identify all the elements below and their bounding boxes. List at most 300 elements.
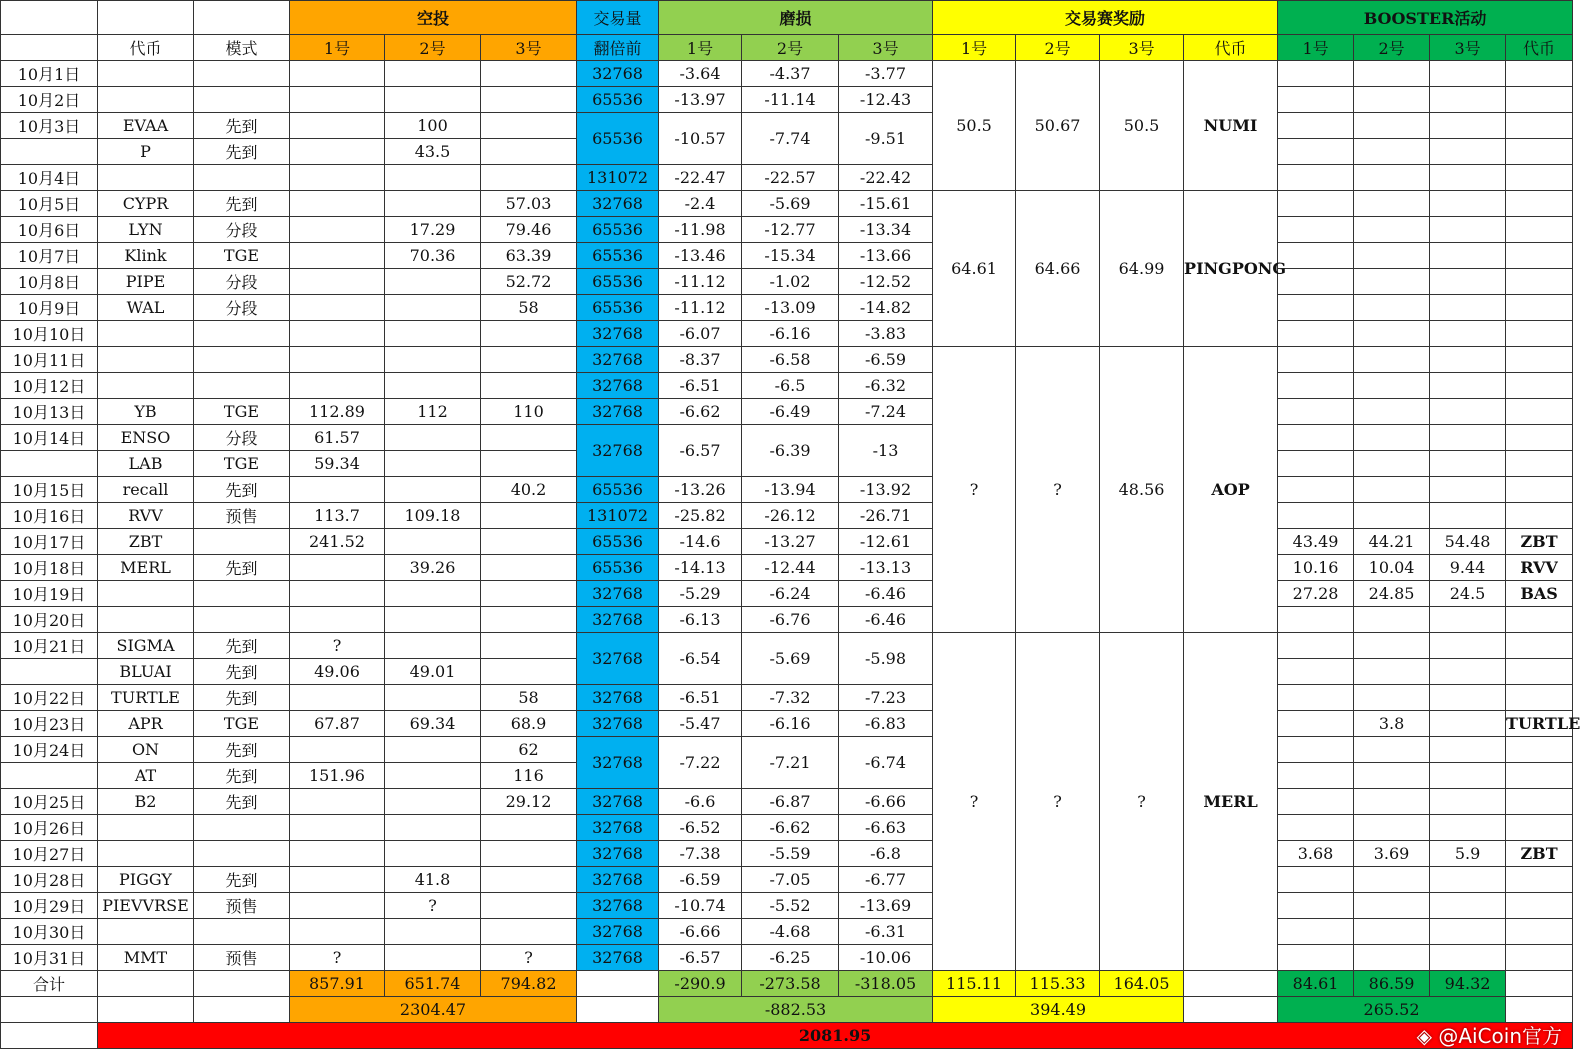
booster-coin-cell[interactable]: ZBT [1506, 841, 1573, 867]
date-cell[interactable]: 10月31日 [1, 945, 98, 971]
wear-acc1-cell[interactable]: -2.4 [659, 191, 742, 217]
booster-acc2-cell[interactable] [1354, 685, 1430, 711]
contest-acc1-cell[interactable]: ? [933, 347, 1016, 633]
airdrop-acc2-cell[interactable] [385, 737, 481, 763]
booster-coin-cell[interactable]: ZBT [1506, 529, 1573, 555]
booster-acc2-cell[interactable] [1354, 269, 1430, 295]
coin-cell[interactable]: ENSO [98, 425, 194, 451]
mode-cell[interactable] [194, 87, 290, 113]
airdrop-acc2-cell[interactable] [385, 529, 481, 555]
mode-cell[interactable]: 先到 [194, 867, 290, 893]
airdrop-acc1-cell[interactable]: 112.89 [290, 399, 385, 425]
booster-coin-cell[interactable] [1506, 165, 1573, 191]
booster-acc1-cell[interactable] [1278, 87, 1354, 113]
booster-coin-cell[interactable] [1506, 373, 1573, 399]
booster-acc2-cell[interactable] [1354, 347, 1430, 373]
blank-cell[interactable] [98, 997, 194, 1023]
airdrop-acc2-cell[interactable] [385, 61, 481, 87]
mode-cell[interactable] [194, 61, 290, 87]
mode-cell[interactable]: TGE [194, 451, 290, 477]
coin-cell[interactable] [98, 87, 194, 113]
booster-coin-cell[interactable] [1506, 61, 1573, 87]
booster-acc3-cell[interactable] [1430, 165, 1506, 191]
volume-cell[interactable]: 32768 [577, 607, 659, 633]
booster-acc3-cell[interactable] [1430, 503, 1506, 529]
coin-cell[interactable]: APR [98, 711, 194, 737]
date-cell[interactable]: 10月25日 [1, 789, 98, 815]
booster-coin-cell[interactable] [1506, 295, 1573, 321]
airdrop-acc3-cell[interactable]: ? [481, 945, 577, 971]
airdrop-acc2-cell[interactable] [385, 269, 481, 295]
airdrop-acc2-cell[interactable] [385, 919, 481, 945]
booster-acc2-cell[interactable] [1354, 113, 1430, 139]
mode-cell[interactable]: 分段 [194, 217, 290, 243]
coin-cell[interactable]: YB [98, 399, 194, 425]
mode-cell[interactable] [194, 321, 290, 347]
volume-cell[interactable]: 32768 [577, 737, 659, 789]
booster-acc3-cell[interactable] [1430, 763, 1506, 789]
coin-cell[interactable]: RVV [98, 503, 194, 529]
wear-acc3-cell[interactable]: -6.46 [839, 581, 933, 607]
wear-acc2-cell[interactable]: -6.5 [742, 373, 839, 399]
wear-acc1-cell[interactable]: -6.52 [659, 815, 742, 841]
booster-acc1-cell[interactable] [1278, 607, 1354, 633]
booster-acc3-cell[interactable] [1430, 87, 1506, 113]
airdrop-acc1-cell[interactable]: ? [290, 633, 385, 659]
booster-acc1-cell[interactable] [1278, 191, 1354, 217]
coin-cell[interactable]: BLUAI [98, 659, 194, 685]
airdrop-acc1-cell[interactable] [290, 61, 385, 87]
booster-acc3-cell[interactable] [1430, 425, 1506, 451]
booster-acc3-cell[interactable] [1430, 685, 1506, 711]
date-cell[interactable]: 10月24日 [1, 737, 98, 763]
airdrop-acc3-cell[interactable] [481, 425, 577, 451]
airdrop-acc2-cell[interactable] [385, 191, 481, 217]
airdrop-acc3-cell[interactable] [481, 581, 577, 607]
booster-acc3-cell[interactable] [1430, 373, 1506, 399]
airdrop-acc3-cell[interactable] [481, 893, 577, 919]
booster-coin-cell[interactable] [1506, 633, 1573, 659]
volume-cell[interactable]: 32768 [577, 191, 659, 217]
booster-sum[interactable]: 265.52 [1278, 997, 1506, 1023]
wear-acc3-cell[interactable]: -22.42 [839, 165, 933, 191]
booster-coin-cell[interactable] [1506, 893, 1573, 919]
booster-acc2-cell[interactable] [1354, 451, 1430, 477]
airdrop-acc1-cell[interactable]: 49.06 [290, 659, 385, 685]
volume-header[interactable]: 交易量 [577, 1, 659, 35]
date-cell[interactable]: 10月26日 [1, 815, 98, 841]
wear-acc1-cell[interactable]: -8.37 [659, 347, 742, 373]
booster-acc1-cell[interactable] [1278, 217, 1354, 243]
wear-acc1-cell[interactable]: -14.6 [659, 529, 742, 555]
airdrop-acc1-cell[interactable] [290, 893, 385, 919]
coin-cell[interactable]: PIGGY [98, 867, 194, 893]
wear-acc3-cell[interactable]: -13.13 [839, 555, 933, 581]
blank-cell[interactable] [577, 997, 659, 1023]
airdrop-acc3-cell[interactable]: 40.2 [481, 477, 577, 503]
total-contest-acc1[interactable]: 115.11 [933, 971, 1016, 997]
blank-cell[interactable] [1, 1023, 98, 1049]
volume-cell[interactable]: 32768 [577, 425, 659, 477]
wear-acc1-cell[interactable]: -22.47 [659, 165, 742, 191]
airdrop-acc1-cell[interactable]: 67.87 [290, 711, 385, 737]
date-cell[interactable]: 10月11日 [1, 347, 98, 373]
volume-cell[interactable]: 32768 [577, 399, 659, 425]
wear-acc3-cell[interactable]: -12.43 [839, 87, 933, 113]
airdrop-acc3-cell[interactable]: 58 [481, 295, 577, 321]
volume-cell[interactable]: 32768 [577, 789, 659, 815]
airdrop-acc2-cell[interactable] [385, 87, 481, 113]
booster-coin-cell[interactable] [1506, 399, 1573, 425]
wear-acc3-cell[interactable]: -3.77 [839, 61, 933, 87]
mode-cell[interactable]: 先到 [194, 659, 290, 685]
date-cell[interactable]: 10月23日 [1, 711, 98, 737]
date-cell[interactable]: 10月29日 [1, 893, 98, 919]
booster-coin-cell[interactable] [1506, 451, 1573, 477]
wear-acc3-cell[interactable]: -6.32 [839, 373, 933, 399]
booster-coin-cell[interactable] [1506, 815, 1573, 841]
wear-acc1-cell[interactable]: -3.64 [659, 61, 742, 87]
mode-cell[interactable]: 先到 [194, 789, 290, 815]
total-booster-acc1[interactable]: 84.61 [1278, 971, 1354, 997]
wear-acc1-cell[interactable]: -6.66 [659, 919, 742, 945]
airdrop-sum[interactable]: 2304.47 [290, 997, 577, 1023]
volume-cell[interactable]: 32768 [577, 61, 659, 87]
airdrop-acc3-cell[interactable] [481, 321, 577, 347]
airdrop-acc2-cell[interactable] [385, 633, 481, 659]
booster-header[interactable]: BOOSTER活动 [1278, 1, 1573, 35]
total-airdrop-acc3[interactable]: 794.82 [481, 971, 577, 997]
coin-cell[interactable]: MMT [98, 945, 194, 971]
airdrop-acc3-cell[interactable] [481, 841, 577, 867]
booster-coin-cell[interactable]: BAS [1506, 581, 1573, 607]
booster-acc3-cell[interactable] [1430, 295, 1506, 321]
booster-acc2-cell[interactable]: 10.04 [1354, 555, 1430, 581]
volume-cell[interactable]: 65536 [577, 113, 659, 165]
wear-acc3-cell[interactable]: -6.8 [839, 841, 933, 867]
wear-acc3-cell[interactable]: -12.61 [839, 529, 933, 555]
airdrop-acc3-cell[interactable] [481, 503, 577, 529]
airdrop-acc2-cell[interactable]: 112 [385, 399, 481, 425]
contest-acc3-cell[interactable]: 64.99 [1100, 191, 1184, 347]
airdrop-acc1-cell[interactable] [290, 165, 385, 191]
airdrop-acc1-cell[interactable] [290, 217, 385, 243]
airdrop-acc3-cell[interactable] [481, 529, 577, 555]
mode-cell[interactable] [194, 815, 290, 841]
airdrop-acc3-cell[interactable]: 52.72 [481, 269, 577, 295]
mode-cell[interactable] [194, 607, 290, 633]
booster-coin-cell[interactable] [1506, 425, 1573, 451]
airdrop-acc3-cell[interactable] [481, 347, 577, 373]
booster-acc2-cell[interactable] [1354, 295, 1430, 321]
coin-cell[interactable]: ON [98, 737, 194, 763]
wear-acc1-cell[interactable]: -10.57 [659, 113, 742, 165]
booster-acc2-cell[interactable] [1354, 763, 1430, 789]
airdrop-acc2-cell[interactable]: 109.18 [385, 503, 481, 529]
booster-coin-cell[interactable] [1506, 321, 1573, 347]
booster-coin-cell[interactable] [1506, 945, 1573, 971]
wear-acc2-cell[interactable]: -11.14 [742, 87, 839, 113]
booster-acc1-cell[interactable] [1278, 243, 1354, 269]
total-booster-blank[interactable] [1506, 971, 1573, 997]
coin-cell[interactable] [98, 815, 194, 841]
wear-acc1-cell[interactable]: -6.51 [659, 373, 742, 399]
booster-acc1-cell[interactable] [1278, 737, 1354, 763]
wear-acc2-cell[interactable]: -6.16 [742, 321, 839, 347]
booster-acc3-cell[interactable] [1430, 867, 1506, 893]
date-cell[interactable]: 10月9日 [1, 295, 98, 321]
coin-cell[interactable]: LAB [98, 451, 194, 477]
date-cell[interactable]: 10月2日 [1, 87, 98, 113]
wear-acc1-cell[interactable]: -5.47 [659, 711, 742, 737]
contest-acc2-cell[interactable]: ? [1016, 633, 1100, 971]
wear-acc2-cell[interactable]: -6.87 [742, 789, 839, 815]
date-cell[interactable] [1, 451, 98, 477]
booster-acc3-cell[interactable] [1430, 893, 1506, 919]
airdrop-acc1-cell[interactable] [290, 581, 385, 607]
wear-acc2-cell[interactable]: -1.02 [742, 269, 839, 295]
booster-acc1-cell[interactable] [1278, 659, 1354, 685]
booster-coin-cell[interactable] [1506, 191, 1573, 217]
wear-acc2-cell[interactable]: -7.21 [742, 737, 839, 789]
total-wear-acc3[interactable]: -318.05 [839, 971, 933, 997]
date-cell[interactable]: 10月17日 [1, 529, 98, 555]
wear-acc3-cell[interactable]: -7.24 [839, 399, 933, 425]
airdrop-acc2-cell[interactable] [385, 815, 481, 841]
airdrop-acc1-cell[interactable] [290, 373, 385, 399]
booster-acc2-cell[interactable] [1354, 867, 1430, 893]
total-airdrop-acc2[interactable]: 651.74 [385, 971, 481, 997]
date-cell[interactable]: 10月16日 [1, 503, 98, 529]
booster-acc3-cell[interactable]: 5.9 [1430, 841, 1506, 867]
airdrop-header[interactable]: 空投 [290, 1, 577, 35]
airdrop-acc2-cell[interactable]: 41.8 [385, 867, 481, 893]
booster-acc2-cell[interactable] [1354, 789, 1430, 815]
airdrop-acc3-cell[interactable] [481, 87, 577, 113]
volume-cell[interactable]: 131072 [577, 165, 659, 191]
wear-acc1-cell[interactable]: -11.98 [659, 217, 742, 243]
airdrop-acc3-cell[interactable]: 62 [481, 737, 577, 763]
mode-cell[interactable]: TGE [194, 711, 290, 737]
airdrop-acc2-cell[interactable] [385, 373, 481, 399]
airdrop-acc3-cell[interactable] [481, 555, 577, 581]
volume-cell[interactable]: 32768 [577, 347, 659, 373]
date-cell[interactable]: 10月27日 [1, 841, 98, 867]
wear-acc3-cell[interactable]: -5.98 [839, 633, 933, 685]
wear-acc2-cell[interactable]: -6.39 [742, 425, 839, 477]
wear-acc1-cell[interactable]: -5.29 [659, 581, 742, 607]
wear-acc2-cell[interactable]: -5.69 [742, 191, 839, 217]
total-wear-acc1[interactable]: -290.9 [659, 971, 742, 997]
wear-acc2-cell[interactable]: -13.27 [742, 529, 839, 555]
booster-acc1-cell[interactable]: 10.16 [1278, 555, 1354, 581]
airdrop-acc3-cell[interactable]: 58 [481, 685, 577, 711]
mode-cell[interactable]: 先到 [194, 191, 290, 217]
booster-acc3-cell[interactable] [1430, 139, 1506, 165]
wear-acc3-cell[interactable]: -12.52 [839, 269, 933, 295]
booster-coin-cell[interactable] [1506, 139, 1573, 165]
booster-acc2-cell[interactable] [1354, 87, 1430, 113]
wear-acc1-cell[interactable]: -6.57 [659, 425, 742, 477]
booster-acc1-cell[interactable]: 3.68 [1278, 841, 1354, 867]
booster-coin-cell[interactable]: TURTLE [1506, 711, 1573, 737]
wear-acc1-cell[interactable]: -6.57 [659, 945, 742, 971]
date-cell[interactable]: 10月21日 [1, 633, 98, 659]
airdrop-acc2-cell[interactable] [385, 451, 481, 477]
mode-cell[interactable]: 先到 [194, 139, 290, 165]
mode-cell[interactable]: 先到 [194, 763, 290, 789]
airdrop-acc2-cell[interactable] [385, 165, 481, 191]
wear-acc3-cell[interactable]: -13.69 [839, 893, 933, 919]
booster-acc1-cell[interactable] [1278, 139, 1354, 165]
airdrop-acc1-cell[interactable] [290, 789, 385, 815]
corner-cell[interactable] [1, 1, 98, 35]
airdrop-acc1-cell[interactable] [290, 477, 385, 503]
contest-acc3-cell[interactable]: ? [1100, 633, 1184, 971]
volume-sub-header[interactable]: 翻倍前 [577, 35, 659, 61]
airdrop-acc2-cell[interactable] [385, 945, 481, 971]
airdrop-acc3-cell[interactable] [481, 659, 577, 685]
booster-acc2-cell[interactable] [1354, 139, 1430, 165]
empty-header-cell[interactable] [98, 1, 194, 35]
coin-cell[interactable]: recall [98, 477, 194, 503]
booster-coin-cell[interactable] [1506, 607, 1573, 633]
airdrop-acc3-cell[interactable] [481, 867, 577, 893]
contest-acc3-cell[interactable]: 50.5 [1100, 61, 1184, 191]
wear-acc2-cell[interactable]: -12.44 [742, 555, 839, 581]
airdrop-acc3-cell[interactable] [481, 139, 577, 165]
booster-acc2-cell[interactable] [1354, 191, 1430, 217]
wear-acc1-cell[interactable]: -14.13 [659, 555, 742, 581]
wear-acc2-cell[interactable]: -6.58 [742, 347, 839, 373]
booster-acc1-cell[interactable] [1278, 919, 1354, 945]
blank-cell[interactable] [1184, 997, 1278, 1023]
booster-acc3-cell[interactable] [1430, 919, 1506, 945]
wear-acc3-cell[interactable]: -6.77 [839, 867, 933, 893]
volume-cell[interactable]: 32768 [577, 815, 659, 841]
volume-cell[interactable]: 32768 [577, 867, 659, 893]
airdrop-acc1-header[interactable]: 1号 [290, 35, 385, 61]
date-cell[interactable]: 10月8日 [1, 269, 98, 295]
coin-col-header[interactable]: 代币 [98, 35, 194, 61]
booster-acc3-header[interactable]: 3号 [1430, 35, 1506, 61]
airdrop-acc3-cell[interactable] [481, 113, 577, 139]
coin-cell[interactable]: CYPR [98, 191, 194, 217]
date-cell[interactable]: 10月3日 [1, 113, 98, 139]
airdrop-acc3-cell[interactable]: 79.46 [481, 217, 577, 243]
mode-cell[interactable]: 先到 [194, 477, 290, 503]
date-cell[interactable]: 10月7日 [1, 243, 98, 269]
mode-cell[interactable]: 分段 [194, 295, 290, 321]
booster-acc1-cell[interactable] [1278, 165, 1354, 191]
mode-cell[interactable] [194, 919, 290, 945]
date-col-header[interactable] [1, 35, 98, 61]
wear-acc3-cell[interactable]: -3.83 [839, 321, 933, 347]
booster-acc3-cell[interactable] [1430, 659, 1506, 685]
airdrop-acc2-cell[interactable] [385, 763, 481, 789]
totals-blank-cell[interactable] [98, 971, 194, 997]
wear-acc1-header[interactable]: 1号 [659, 35, 742, 61]
booster-acc1-cell[interactable] [1278, 113, 1354, 139]
date-cell[interactable]: 10月20日 [1, 607, 98, 633]
airdrop-acc1-cell[interactable] [290, 919, 385, 945]
contest-header[interactable]: 交易赛奖励 [933, 1, 1278, 35]
booster-acc3-cell[interactable] [1430, 711, 1506, 737]
booster-acc1-cell[interactable] [1278, 373, 1354, 399]
airdrop-acc1-cell[interactable] [290, 737, 385, 763]
coin-cell[interactable]: EVAA [98, 113, 194, 139]
coin-cell[interactable] [98, 581, 194, 607]
booster-acc1-cell[interactable]: 43.49 [1278, 529, 1354, 555]
mode-cell[interactable]: 先到 [194, 685, 290, 711]
booster-acc1-cell[interactable] [1278, 399, 1354, 425]
booster-acc2-cell[interactable]: 44.21 [1354, 529, 1430, 555]
booster-acc2-header[interactable]: 2号 [1354, 35, 1430, 61]
airdrop-acc1-cell[interactable] [290, 815, 385, 841]
wear-acc2-cell[interactable]: -5.59 [742, 841, 839, 867]
coin-cell[interactable]: P [98, 139, 194, 165]
totals-label[interactable]: 合计 [1, 971, 98, 997]
booster-acc2-cell[interactable]: 3.8 [1354, 711, 1430, 737]
airdrop-acc1-cell[interactable]: 61.57 [290, 425, 385, 451]
airdrop-acc1-cell[interactable] [290, 113, 385, 139]
wear-acc2-cell[interactable]: -13.09 [742, 295, 839, 321]
airdrop-acc2-cell[interactable] [385, 295, 481, 321]
date-cell[interactable]: 10月15日 [1, 477, 98, 503]
airdrop-acc3-cell[interactable] [481, 633, 577, 659]
total-volume-blank[interactable] [577, 971, 659, 997]
coin-cell[interactable] [98, 607, 194, 633]
wear-acc1-cell[interactable]: -6.54 [659, 633, 742, 685]
airdrop-acc1-cell[interactable] [290, 87, 385, 113]
booster-acc2-cell[interactable] [1354, 61, 1430, 87]
mode-col-header[interactable]: 模式 [194, 35, 290, 61]
total-airdrop-acc1[interactable]: 857.91 [290, 971, 385, 997]
wear-acc2-cell[interactable]: -7.32 [742, 685, 839, 711]
booster-coin-cell[interactable] [1506, 685, 1573, 711]
airdrop-acc3-cell[interactable]: 68.9 [481, 711, 577, 737]
booster-acc3-cell[interactable] [1430, 61, 1506, 87]
wear-acc2-cell[interactable]: -6.16 [742, 711, 839, 737]
mode-cell[interactable] [194, 373, 290, 399]
date-cell[interactable]: 10月6日 [1, 217, 98, 243]
coin-cell[interactable] [98, 347, 194, 373]
airdrop-acc2-cell[interactable]: 39.26 [385, 555, 481, 581]
coin-cell[interactable]: SIGMA [98, 633, 194, 659]
mode-cell[interactable]: TGE [194, 243, 290, 269]
coin-cell[interactable] [98, 841, 194, 867]
airdrop-acc1-cell[interactable] [290, 841, 385, 867]
contest-acc1-cell[interactable]: ? [933, 633, 1016, 971]
blank-cell[interactable] [1506, 997, 1573, 1023]
wear-acc3-cell[interactable]: -9.51 [839, 113, 933, 165]
coin-cell[interactable]: TURTLE [98, 685, 194, 711]
airdrop-acc1-cell[interactable] [290, 295, 385, 321]
booster-acc2-cell[interactable] [1354, 165, 1430, 191]
airdrop-acc1-cell[interactable] [290, 191, 385, 217]
booster-acc1-cell[interactable] [1278, 711, 1354, 737]
airdrop-acc2-cell[interactable] [385, 347, 481, 373]
booster-acc2-cell[interactable] [1354, 477, 1430, 503]
booster-acc3-cell[interactable] [1430, 737, 1506, 763]
wear-acc2-cell[interactable]: -6.62 [742, 815, 839, 841]
coin-cell[interactable]: B2 [98, 789, 194, 815]
wear-acc3-cell[interactable]: -6.31 [839, 919, 933, 945]
wear-acc3-cell[interactable]: -7.23 [839, 685, 933, 711]
booster-acc3-cell[interactable] [1430, 607, 1506, 633]
wear-acc1-cell[interactable]: -10.74 [659, 893, 742, 919]
wear-acc3-cell[interactable]: -6.74 [839, 737, 933, 789]
